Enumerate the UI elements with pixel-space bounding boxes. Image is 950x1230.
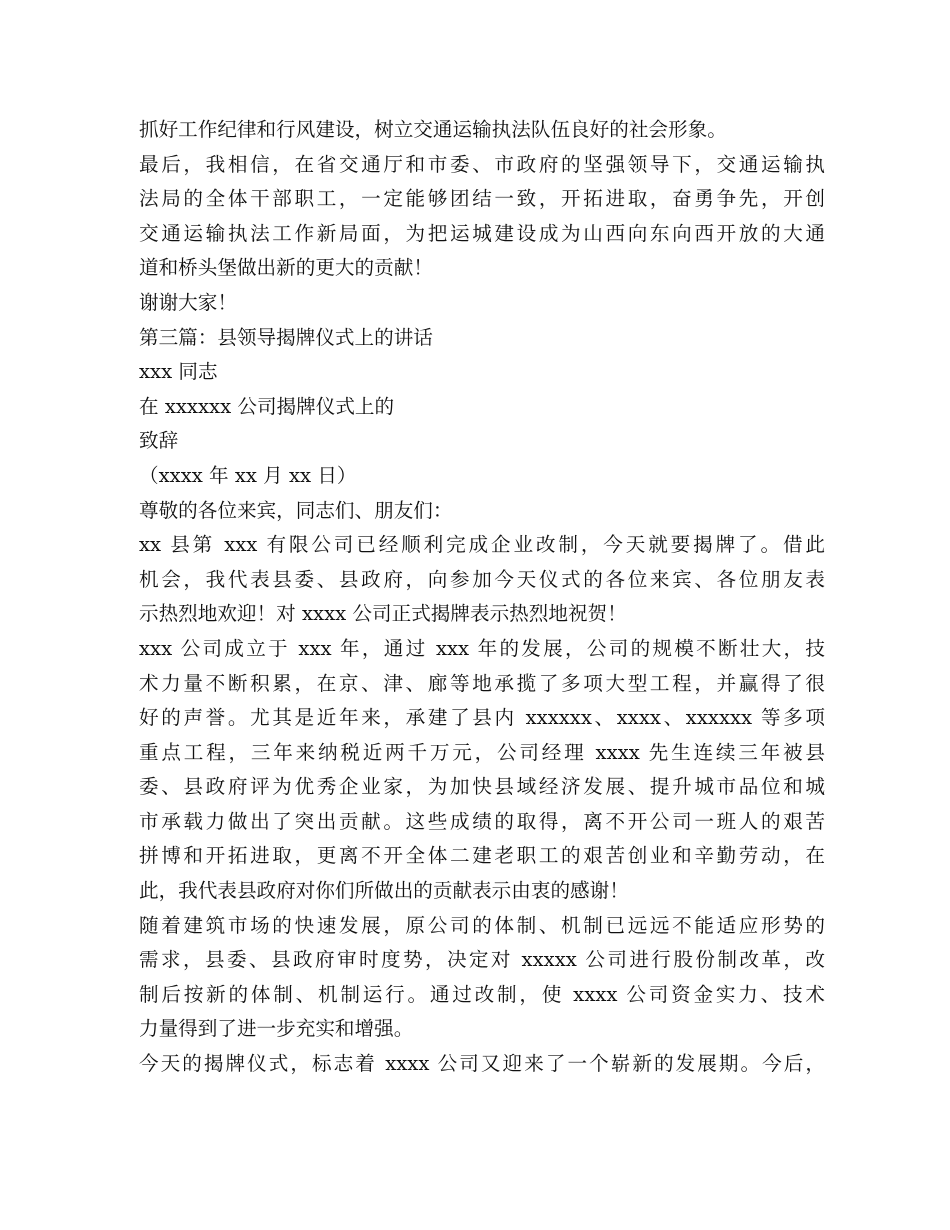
text-line: 在 xxxxxx 公司揭牌仪式上的	[139, 394, 395, 418]
text-line: 拼博和开拓进取，更离不开全体二建老职工的艰苦创业和辛勤劳动，在	[139, 844, 825, 868]
text-line: 最后，我相信，在省交通厅和市委、市政府的坚强领导下，交通运输执	[139, 152, 825, 176]
text-line: 致辞	[139, 429, 179, 453]
text-line: 此，我代表县政府对你们所做出的贡献表示由衷的感谢！	[139, 879, 629, 903]
text-line: 随着建筑市场的快速发展，原公司的体制、机制已远远不能适应形势的	[139, 913, 825, 937]
text-line: 尊敬的各位来宾，同志们、朋友们：	[139, 498, 453, 522]
text-line: 交通运输执法工作新局面，为把运城建设成为山西向东向西开放的大通	[139, 221, 825, 245]
text-line: 市承载力做出了突出贡献。这些成绩的取得，离不开公司一班人的艰苦	[139, 809, 825, 833]
text-line: xxx 公司成立于 xxx 年，通过 xxx 年的发展，公司的规模不断壮大，技	[139, 636, 825, 660]
text-line: 抓好工作纪律和行风建设，树立交通运输执法队伍良好的社会形象。	[139, 118, 727, 141]
text-line: 好的声誉。尤其是近年来，承建了县内 xxxxxx、xxxx、xxxxxx 等多项	[139, 706, 825, 730]
text-line: 谢谢大家！	[139, 290, 237, 314]
text-line: 法局的全体干部职工，一定能够团结一致，开拓进取，奋勇争先，开创	[139, 187, 825, 211]
text-line: xxx 同志	[139, 360, 218, 384]
text-line: 道和桥头堡做出新的更大的贡献！	[139, 256, 433, 280]
text-line: 机会，我代表县委、县政府，向参加今天仪式的各位来宾、各位朋友表	[139, 567, 825, 591]
document-body	[139, 113, 825, 1082]
text-line: 力量得到了进一步充实和增强。	[139, 1017, 414, 1041]
text-line: 需求，县委、县政府审时度势，决定对 xxxxx 公司进行股份制改革，改	[139, 948, 825, 972]
text-line: xx 县第 xxx 有限公司已经顺利完成企业改制，今天就要揭牌了。借此	[139, 533, 825, 557]
text-line: （xxxx 年 xx 月 xx 日）	[139, 463, 357, 487]
text-line: 今天的揭牌仪式，标志着 xxxx 公司又迎来了一个崭新的发展期。今后，	[139, 1052, 825, 1076]
text-line: 委、县政府评为优秀企业家，为加快县域经济发展、提升城市品位和城	[139, 775, 825, 799]
text-line: 第三篇：县领导揭牌仪式上的讲话	[139, 325, 433, 349]
text-line: 重点工程，三年来纳税近两千万元，公司经理 xxxx 先生连续三年被县	[139, 740, 825, 764]
text-line: 制后按新的体制、机制运行。通过改制，使 xxxx 公司资金实力、技术	[139, 982, 825, 1006]
text-line: 示热烈地欢迎！对 xxxx 公司正式揭牌表示热烈地祝贺！	[139, 602, 627, 626]
text-line: 术力量不断积累，在京、津、廊等地承揽了多项大型工程，并赢得了很	[139, 671, 825, 695]
